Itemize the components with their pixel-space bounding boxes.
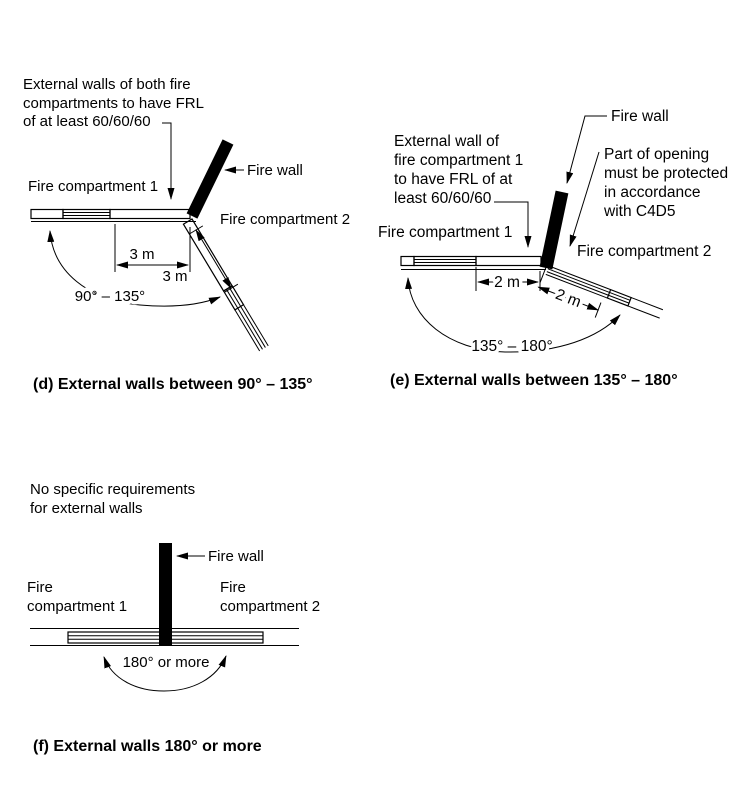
note-line: External walls of both fire bbox=[23, 76, 191, 93]
fire-wall-label: Fire wall bbox=[208, 548, 264, 565]
angle-label: 135° – 180° bbox=[471, 338, 553, 355]
leader-arrow bbox=[162, 123, 171, 199]
compartment2-label: Fire compartment 2 bbox=[577, 243, 712, 260]
wall-compartment1 bbox=[31, 210, 196, 222]
caption-f: (f) External walls 180° or more bbox=[33, 738, 262, 755]
wall-tail-line bbox=[244, 305, 269, 346]
dimension-text: 3 m bbox=[162, 268, 188, 285]
diagram-e bbox=[378, 108, 728, 389]
note-line: External wall of bbox=[394, 133, 500, 150]
dimension-text: 3 m bbox=[129, 246, 155, 263]
note-line: to have FRL of at bbox=[394, 171, 513, 188]
fire-wall-bar bbox=[546, 192, 562, 268]
wall-frl-section bbox=[476, 257, 541, 266]
no-requirements-note bbox=[30, 481, 195, 517]
angle-label: 180° or more bbox=[122, 654, 210, 671]
dimension-line bbox=[196, 230, 231, 288]
note-line: in accordance bbox=[604, 184, 701, 201]
diagram-f bbox=[27, 481, 320, 755]
leader-arrow bbox=[570, 152, 599, 246]
wall-plain-section bbox=[31, 210, 63, 219]
dimension-horizontal bbox=[115, 224, 190, 272]
wall-plain-section bbox=[401, 257, 414, 266]
compartment2-label: Fire compartment 2 bbox=[220, 211, 351, 228]
note-line: must be protected bbox=[604, 165, 729, 182]
dimension-horizontal bbox=[476, 267, 540, 291]
compartment2-label: Fire bbox=[220, 579, 246, 596]
wall-tail-line bbox=[241, 306, 266, 347]
note-line: with C4D5 bbox=[604, 203, 676, 220]
wall-striped-section bbox=[63, 210, 110, 219]
wall-tail-line bbox=[238, 308, 263, 349]
diagram-d bbox=[23, 76, 350, 393]
wall-tail-line bbox=[235, 310, 260, 351]
caption-e: (e) External walls between 135° – 180° bbox=[390, 372, 678, 389]
dimension-tick bbox=[595, 303, 601, 318]
compartment1-label: Fire bbox=[27, 579, 53, 596]
fire-wall-bar bbox=[192, 142, 228, 216]
note-line: of at least 60/60/60 bbox=[23, 113, 151, 130]
compartment2-label: compartment 2 bbox=[220, 598, 321, 615]
note-line: Part of opening bbox=[604, 146, 710, 163]
note-line: No specific requirements bbox=[30, 481, 196, 498]
note-line: compartments to have FRL bbox=[23, 95, 204, 112]
wall-frl-section bbox=[183, 219, 232, 291]
dimension-text: 2 m bbox=[553, 286, 584, 312]
wall-tail-line bbox=[631, 298, 663, 310]
note-line: for external walls bbox=[30, 500, 143, 517]
note-line: least 60/60/60 bbox=[394, 190, 492, 207]
fire-wall-label: Fire wall bbox=[611, 108, 669, 125]
wall-frl-section bbox=[110, 210, 190, 219]
compartment1-label: Fire compartment 1 bbox=[28, 178, 159, 195]
fire-wall-label: Fire wall bbox=[247, 162, 303, 179]
wall-striped-section bbox=[414, 257, 476, 266]
wall-tail-line bbox=[628, 306, 660, 318]
wall-compartment1 bbox=[401, 257, 546, 270]
angle-label: 90° – 135° bbox=[74, 288, 146, 305]
dimension-diagonal bbox=[535, 268, 605, 318]
dimension-diagonal bbox=[162, 226, 237, 293]
compartment1-label: compartment 1 bbox=[27, 598, 128, 615]
compartment1-label: Fire compartment 1 bbox=[378, 224, 513, 241]
wall-compartment2 bbox=[183, 219, 268, 351]
fire-wall-bar bbox=[159, 543, 172, 645]
wall-striped-section bbox=[607, 290, 631, 306]
dimension-text: 2 m bbox=[494, 274, 520, 291]
fire-wall-pointer bbox=[567, 116, 607, 183]
caption-d: (d) External walls between 90° – 135° bbox=[33, 376, 313, 393]
note-line: fire compartment 1 bbox=[394, 152, 524, 169]
opening-note bbox=[570, 146, 728, 246]
